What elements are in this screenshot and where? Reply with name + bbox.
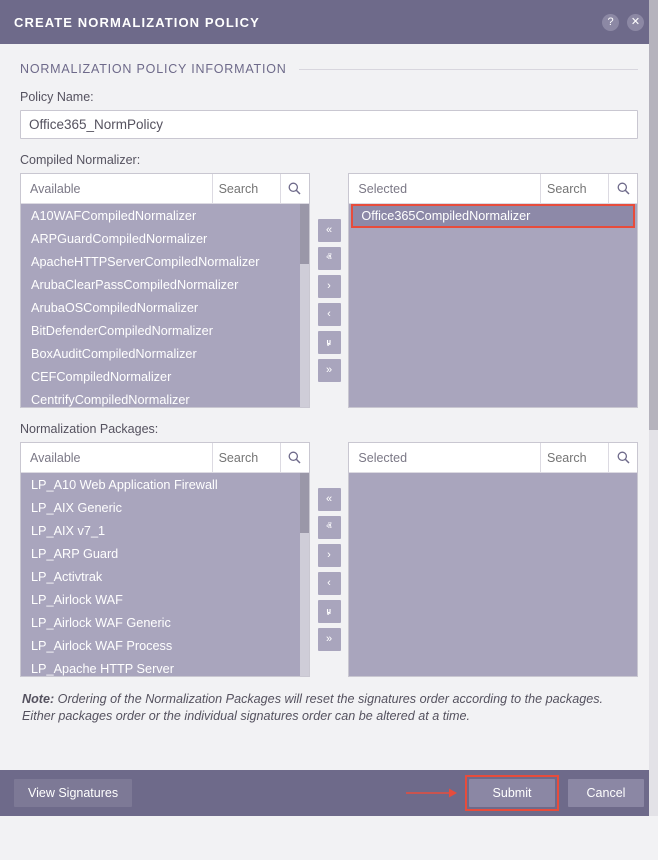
packages-available-header (21, 443, 309, 473)
move-all-right-button[interactable]: « (318, 219, 341, 242)
search-icon[interactable] (280, 174, 309, 203)
submit-highlight (465, 775, 559, 811)
section-header (20, 62, 638, 76)
move-all-left-button[interactable]: » (318, 628, 341, 651)
list-item[interactable]: LP_AIX Generic (31, 500, 122, 515)
page-title: CREATE NORMALIZATION POLICY (14, 14, 260, 30)
compiled-selected-title: Selected (358, 181, 408, 196)
compiled-selected-items[interactable] (349, 204, 637, 407)
dialog-body (0, 44, 658, 860)
note-text (22, 691, 636, 725)
packages-available-search-input[interactable] (213, 451, 280, 465)
annotation-arrow-icon (405, 787, 457, 799)
list-item[interactable]: ArubaClearPassCompiledNormalizer (31, 277, 239, 292)
compiled-normalizer-label: Compiled Normalizer: (20, 153, 141, 167)
move-right-button[interactable]: › (318, 275, 341, 298)
compiled-selected-listbox (348, 173, 638, 408)
note-body: Ordering of the Normalization Packages will reset the signatures order according to the packages. Either packages order or the individual signatures order can be altered at a time. (22, 692, 603, 723)
search-icon-glyph (617, 182, 630, 195)
compiled-available-scrollbar[interactable] (300, 204, 309, 407)
scrollbar-thumb[interactable] (300, 473, 309, 533)
list-item[interactable]: ARPGuardCompiledNormalizer (31, 231, 208, 246)
list-item[interactable]: A10WAFCompiledNormalizer (31, 208, 197, 223)
move-all-left-button[interactable]: » (318, 359, 341, 382)
move-left-button[interactable]: ‹ (318, 303, 341, 326)
compiled-selected-header (349, 174, 637, 204)
packages-selected-search-wrap (540, 443, 637, 473)
move-down-button[interactable]: ⱟ (318, 600, 341, 623)
note-prefix: Note: (22, 692, 55, 706)
packages-selected-items[interactable] (349, 473, 637, 676)
compiled-normalizer-dual-list (20, 173, 638, 408)
policy-name-input[interactable] (20, 110, 638, 139)
dialog-footer (0, 770, 658, 816)
page-scrollbar[interactable] (649, 0, 658, 816)
dialog-title-bar (0, 0, 658, 44)
list-item[interactable]: Office365CompiledNormalizer (351, 204, 635, 228)
list-item[interactable]: LP_ARP Guard (31, 546, 119, 561)
move-down-button[interactable]: ⱟ (318, 331, 341, 354)
list-item[interactable]: CEFCompiledNormalizer (31, 369, 172, 384)
search-icon-glyph (288, 451, 301, 464)
compiled-available-listbox (20, 173, 310, 408)
list-item[interactable]: ApacheHTTPServerCompiledNormalizer (31, 254, 260, 269)
packages-available-items[interactable] (21, 473, 309, 676)
page-scrollbar-thumb[interactable] (649, 0, 658, 430)
list-item[interactable]: LP_A10 Web Application Firewall (31, 477, 218, 492)
scrollbar-thumb[interactable] (300, 204, 309, 264)
list-item[interactable]: LP_AIX v7_1 (31, 523, 106, 538)
list-item[interactable]: BoxAuditCompiledNormalizer (31, 346, 197, 361)
move-up-button[interactable]: ⱏ (318, 247, 341, 270)
submit-button[interactable]: Submit (469, 779, 555, 807)
list-item[interactable]: LP_Airlock WAF Generic (31, 615, 171, 630)
list-item[interactable]: LP_Apache HTTP Server (31, 661, 174, 676)
list-item[interactable]: ArubaOSCompiledNormalizer (31, 300, 199, 315)
cancel-button[interactable]: Cancel (568, 779, 644, 807)
move-up-button[interactable]: ⱏ (318, 516, 341, 539)
section-header-label: NORMALIZATION POLICY INFORMATION (20, 62, 287, 76)
list-item[interactable]: LP_Activtrak (31, 569, 103, 584)
move-right-button[interactable]: › (318, 544, 341, 567)
list-item[interactable]: BitDefenderCompiledNormalizer (31, 323, 213, 338)
packages-selected-listbox (348, 442, 638, 677)
compiled-transfer-buttons (310, 173, 349, 387)
search-icon-glyph (288, 182, 301, 195)
packages-selected-header (349, 443, 637, 473)
section-divider (299, 69, 638, 70)
search-icon-glyph (617, 451, 630, 464)
compiled-available-search-wrap (212, 174, 309, 204)
search-icon[interactable] (608, 174, 637, 203)
compiled-selected-search-input[interactable] (541, 182, 608, 196)
move-left-button[interactable]: ‹ (318, 572, 341, 595)
view-signatures-button[interactable]: View Signatures (14, 779, 132, 807)
list-item[interactable]: LP_Airlock WAF Process (31, 638, 173, 653)
packages-available-scrollbar[interactable] (300, 473, 309, 676)
list-item[interactable]: LP_Airlock WAF (31, 592, 123, 607)
policy-name-label: Policy Name: (20, 90, 94, 104)
packages-available-listbox (20, 442, 310, 677)
arrow-right-icon (405, 787, 457, 799)
move-all-right-button[interactable]: « (318, 488, 341, 511)
packages-selected-search-input[interactable] (541, 451, 608, 465)
packages-transfer-buttons (310, 442, 349, 656)
compiled-available-items[interactable] (21, 204, 309, 407)
search-icon[interactable] (608, 443, 637, 472)
compiled-available-search-input[interactable] (213, 182, 280, 196)
normalization-packages-dual-list (20, 442, 638, 677)
list-item[interactable]: CentrifyCompiledNormalizer (31, 392, 190, 407)
packages-available-search-wrap (212, 443, 309, 473)
packages-available-title: Available (30, 450, 81, 465)
compiled-available-header (21, 174, 309, 204)
compiled-selected-search-wrap (540, 174, 637, 204)
normalization-packages-label: Normalization Packages: (20, 422, 159, 436)
search-icon[interactable] (280, 443, 309, 472)
packages-selected-title: Selected (358, 450, 408, 465)
help-icon[interactable]: ? (602, 14, 619, 31)
close-icon[interactable]: ✕ (627, 14, 644, 31)
compiled-available-title: Available (30, 181, 81, 196)
